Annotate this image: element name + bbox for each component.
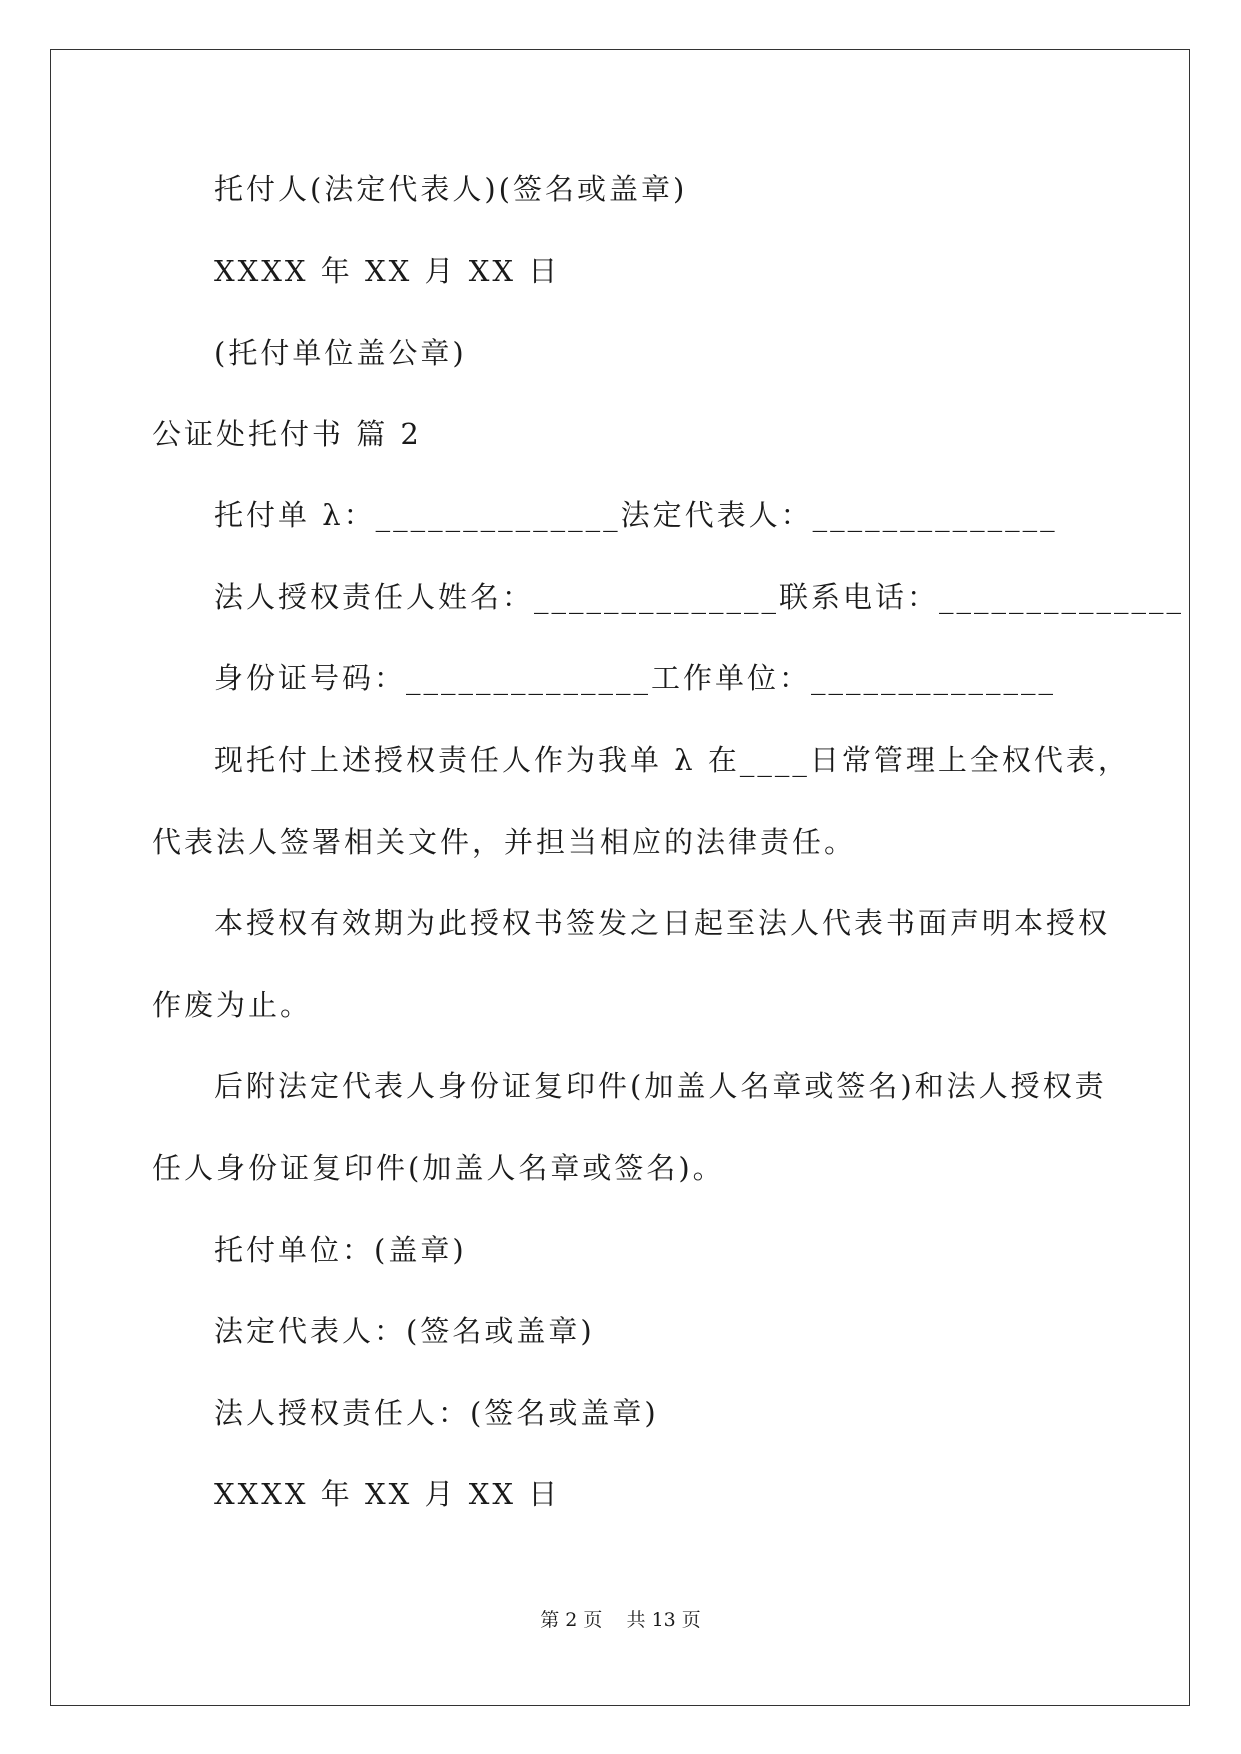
sign-representative: 法定代表人：(签名或盖章) xyxy=(214,1314,595,1348)
page-border xyxy=(50,49,1190,1706)
date-line-2: XXXX 年 XX 月 XX 日 xyxy=(214,1477,561,1511)
paragraph-1-line-2: 代表法人签署相关文件，并担当相应的法律责任。 xyxy=(152,825,857,859)
field-person-phone: 法人授权责任人姓名：______________联系电话：______________ xyxy=(214,580,1185,614)
field-id-workplace: 身份证号码：______________工作单位：______________ xyxy=(214,661,1057,695)
seal-line: (托付单位盖公章) xyxy=(214,336,467,370)
paragraph-2-line-2: 作废为止。 xyxy=(152,988,313,1022)
field-unit-representative: 托付单 λ：______________法定代表人：______________ xyxy=(214,498,1058,532)
paragraph-1-line-1: 现托付上述授权责任人作为我单 λ 在____日常管理上全权代表， xyxy=(214,743,1130,777)
date-line-1: XXXX 年 XX 月 XX 日 xyxy=(214,254,561,288)
paragraph-2-line-1: 本授权有效期为此授权书签发之日起至法人代表书面声明本授权 xyxy=(214,906,1111,940)
section-heading: 公证处托付书 篇 2 xyxy=(152,417,422,451)
sign-unit: 托付单位：(盖章) xyxy=(214,1233,467,1267)
signature-line: 托付人(法定代表人)(签名或盖章) xyxy=(214,172,688,206)
page-footer: 第 2 页 共 13 页 xyxy=(540,1609,701,1631)
sign-authorized-person: 法人授权责任人：(签名或盖章) xyxy=(214,1396,659,1430)
paragraph-3-line-2: 任人身份证复印件(加盖人名章或签名)。 xyxy=(152,1151,725,1185)
paragraph-3-line-1: 后附法定代表人身份证复印件(加盖人名章或签名)和法人授权责 xyxy=(214,1069,1107,1103)
